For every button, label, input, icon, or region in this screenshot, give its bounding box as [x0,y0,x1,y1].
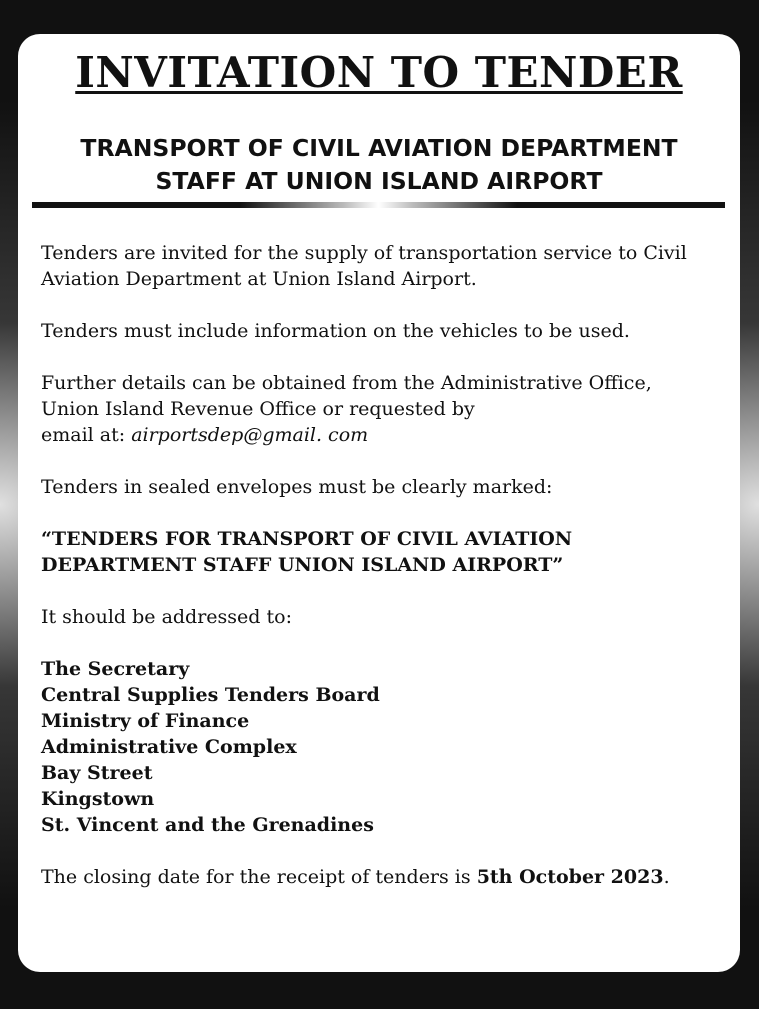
title-divider [32,202,725,208]
address-line: Kingstown [41,788,155,810]
envelopes-text: Tenders in sealed envelopes must be clearly marked: [41,476,553,498]
addressed-text: It should be addressed to: [41,606,292,628]
tender-notice-card [18,34,740,972]
paragraph-invitation [41,240,721,292]
invitation-line-1: Tenders are invited for the supply of transportation service to Civil [41,242,687,264]
address-line: St. Vincent and the Grenadines [41,814,374,836]
marking-line-1: “TENDERS FOR TRANSPORT OF CIVIL AVIATION [41,528,573,550]
address-line: Central Supplies Tenders Board [41,684,380,706]
details-line-2: Union Island Revenue Office or requested by [41,398,475,420]
closing-suffix: . [663,866,670,888]
paragraph-details [41,370,721,448]
address-line: Bay Street [41,762,153,784]
address-line: Administrative Complex [41,736,297,758]
notice-body [41,240,721,916]
closing-prefix: The closing date for the receipt of tenders is [41,866,477,888]
contact-email: airportsdep@gmail. com [131,424,369,446]
paragraph-closing-date [41,864,721,890]
notice-subtitle [18,132,740,198]
marking-line-2: DEPARTMENT STAFF UNION ISLAND AIRPORT” [41,554,564,576]
details-line-1: Further details can be obtained from the Administrative Office, [41,372,652,394]
paragraph-vehicles [41,318,721,344]
email-prefix: email at: [41,424,132,446]
page-title: INVITATION TO TENDER [75,48,683,97]
envelope-marking [41,526,721,578]
address-line: Ministry of Finance [41,710,250,732]
address-line: The Secretary [41,658,190,680]
invitation-line-2: Aviation Department at Union Island Airport. [41,268,477,290]
subtitle-line-2: STAFF AT UNION ISLAND AIRPORT [155,167,603,195]
paragraph-envelopes [41,474,721,500]
mailing-address [41,656,721,838]
subtitle-line-1: TRANSPORT OF CIVIL AVIATION DEPARTMENT [80,134,678,162]
paragraph-addressed [41,604,721,630]
closing-date: 5th October 2023 [476,866,664,888]
vehicles-text: Tenders must include information on the vehicles to be used. [41,320,630,342]
